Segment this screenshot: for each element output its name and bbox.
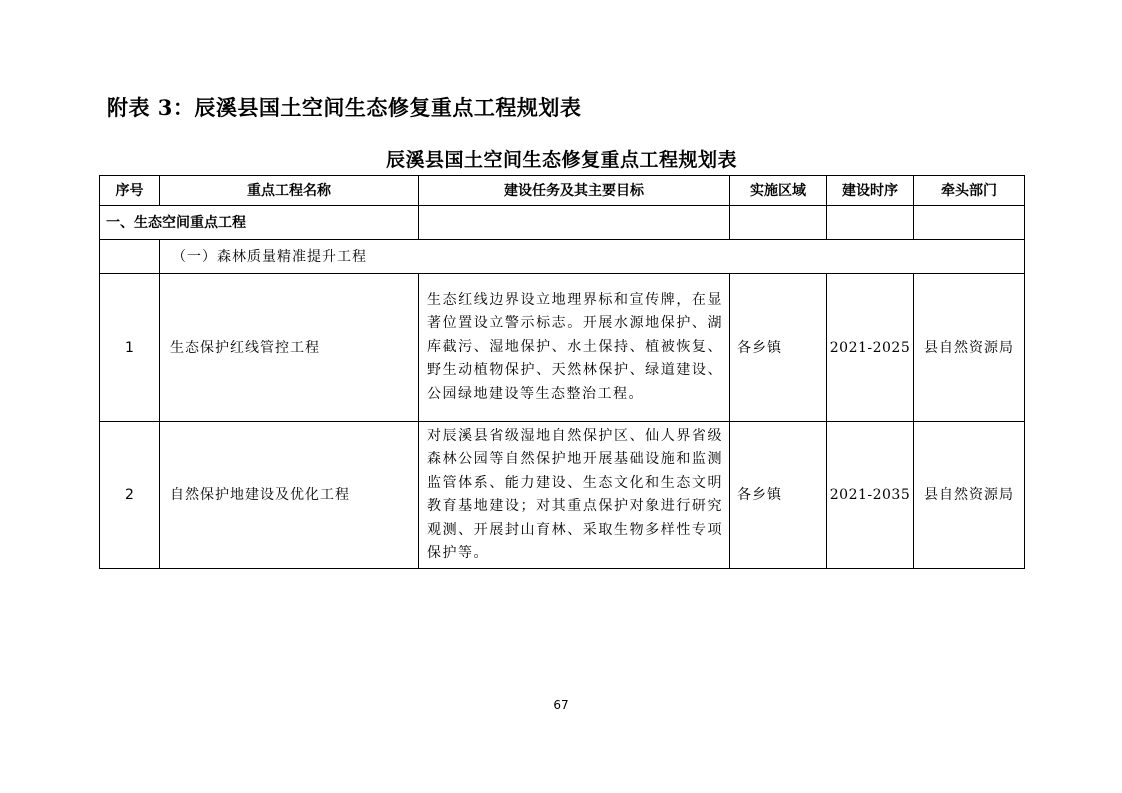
subsection-empty-cell: [100, 240, 160, 274]
page-number: 67: [553, 698, 569, 712]
subsection-label: （一）森林质量精准提升工程: [160, 240, 1025, 274]
section-empty-cell: [419, 206, 730, 240]
header-period: 建设时序: [827, 176, 914, 206]
table-row: [100, 274, 1025, 422]
table-row: [100, 422, 1025, 569]
header-index: 序号: [100, 176, 160, 206]
table-header-row: [100, 176, 1025, 206]
row-task: 生态红线边界设立地理界标和宣传牌，在显著位置设立警示标志。开展水源地保护、湖库截污、湿地保护、水土保持、植被恢复、野生动植物保护、天然林保护、绿道建设、公园绿地建设等生态整治工程。: [419, 274, 730, 422]
section-empty-cell: [914, 206, 1025, 240]
row-period: 2021-2025: [827, 274, 914, 422]
row-name: 生态保护红线管控工程: [160, 274, 419, 422]
row-index: 1: [100, 274, 160, 422]
header-name: 重点工程名称: [160, 176, 419, 206]
section-empty-cell: [827, 206, 914, 240]
row-dept: 县自然资源局: [914, 274, 1025, 422]
row-period: 2021-2035: [827, 422, 914, 569]
section-label: 一、生态空间重点工程: [100, 206, 419, 240]
subsection-row: [100, 240, 1025, 274]
row-area: 各乡镇: [730, 274, 827, 422]
header-task: 建设任务及其主要目标: [419, 176, 730, 206]
header-dept: 牵头部门: [914, 176, 1025, 206]
project-plan-table: [99, 175, 1025, 569]
row-index: 2: [100, 422, 160, 569]
row-dept: 县自然资源局: [914, 422, 1025, 569]
section-empty-cell: [730, 206, 827, 240]
section-row: [100, 206, 1025, 240]
header-area: 实施区域: [730, 176, 827, 206]
row-area: 各乡镇: [730, 422, 827, 569]
appendix-title: 附表 3：辰溪县国土空间生态修复重点工程规划表: [107, 95, 582, 120]
row-name: 自然保护地建设及优化工程: [160, 422, 419, 569]
row-task: 对辰溪县省级湿地自然保护区、仙人界省级森林公园等自然保护地开展基础设施和监测监管体系、能力建设、生态文化和生态文明教育基地建设；对其重点保护对象进行研究观测、开展封山育林、采取生物多样性专项保护等。: [419, 422, 730, 569]
table-caption: 辰溪县国土空间生态修复重点工程规划表: [385, 149, 737, 171]
